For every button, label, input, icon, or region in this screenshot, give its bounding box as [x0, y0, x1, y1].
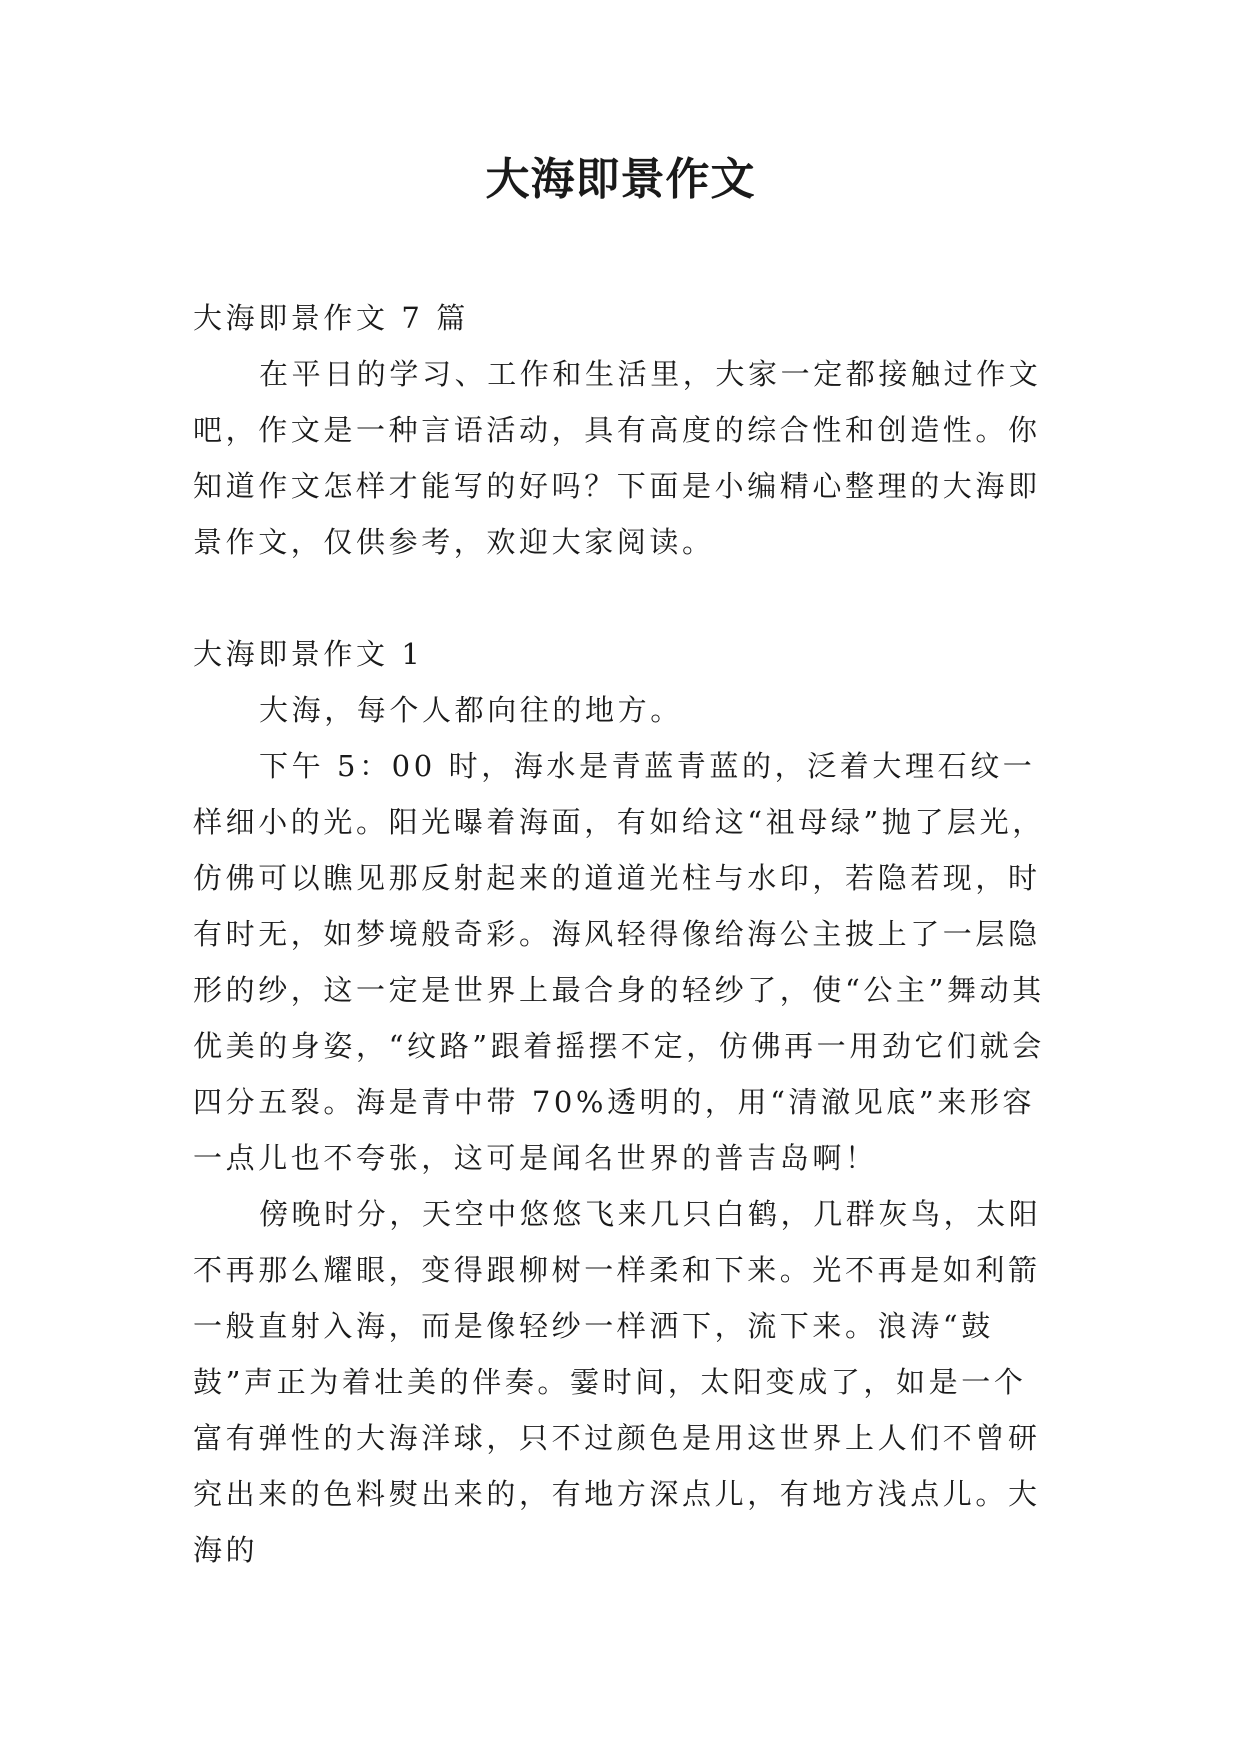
section-spacer	[193, 570, 1055, 626]
document-body	[193, 290, 1055, 1578]
essay-1-paragraph-2: 下午 5：00 时，海水是青蓝青蓝的，泛着大理石纹一样细小的光。阳光曝着海面，有如给这“祖母绿”抛了层光，仿佛可以瞧见那反射起来的道道光柱与水印，若隐若现，时有时无，如梦境般奇彩。海风轻得像给海公主披上了一层隐形的纱，这一定是世界上最合身的轻纱了，使“公主”舞动其优美的身姿，“纹路”跟着摇摆不定，仿佛再一用劲它们就会四分五裂。海是青中带 70%透明的，用“清澈见底”来形容一点儿也不夸张，这可是闻名世界的普吉岛啊！	[193, 749, 1045, 1175]
essay-1-heading: 大海即景作文 1	[193, 637, 424, 671]
essay-1-paragraph-3: 傍晚时分，天空中悠悠飞来几只白鹤，几群灰鸟，太阳不再那么耀眼，变得跟柳树一样柔和下来。光不再是如利箭一般直射入海，而是像轻纱一样洒下，流下来。浪涛“鼓鼓”声正为着壮美的伴奏。霎时间，太阳变成了，如是一个富有弹性的大海洋球，只不过颜色是用这世界上人们不曾研究出来的色料熨出来的，有地方深点儿，有地方浅点儿。大海的	[193, 1197, 1042, 1567]
intro-paragraph: 在平日的学习、工作和生活里，大家一定都接触过作文吧，作文是一种言语活动，具有高度的综合性和创造性。你知道作文怎样才能写的好吗？下面是小编精心整理的大海即景作文，仅供参考，欢迎大家阅读。	[193, 357, 1042, 559]
essay-1-paragraph-1: 大海，每个人都向往的地方。	[259, 693, 683, 727]
collection-subtitle: 大海即景作文 7 篇	[193, 301, 469, 335]
document-title: 大海即景作文	[485, 154, 756, 205]
